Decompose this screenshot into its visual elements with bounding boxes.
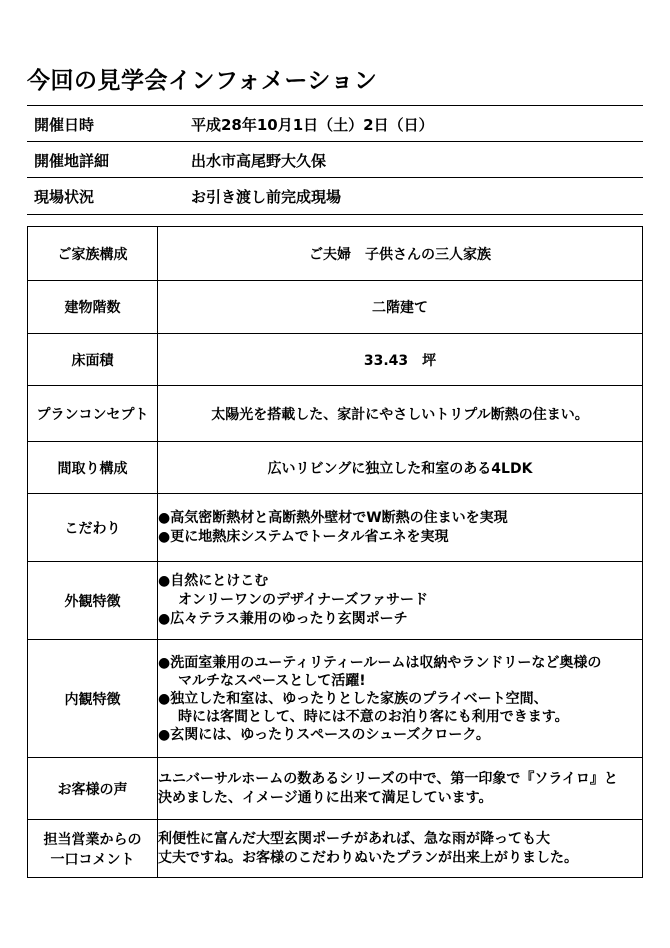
commitment-line: ●更に地熱床システムでトータル省エネを実現 [158,528,449,545]
row-family [28,227,643,281]
exterior-line: ●広々テラス兼用のゆったり玄関ポーチ [158,611,408,627]
area-value: 33.43 坪 [158,334,643,386]
info-label-date: 開催日時 [34,116,95,134]
exterior-label: 外観特徴 [28,562,158,640]
comment-value [158,820,643,878]
exterior-value [158,562,643,640]
row-comment [28,820,643,878]
row-interior [28,640,643,758]
interior-line: ●洗面室兼用のユーティリティールームは収納やランドリーなど奥様の [158,654,602,671]
info-value-status: お引き渡し前完成現場 [191,188,342,206]
voice-value [158,758,643,820]
commitment-line: ●高気密断熱材と高断熱外壁材でW断熱の住まいを実現 [158,509,508,526]
interior-line: ●独立した和室は、ゆったりとした家族のプライベート空間、 [158,690,548,707]
exterior-line: ●自然にとけこむ [158,573,269,589]
floors-value: 二階建て [158,281,643,334]
concept-label: プランコンセプト [28,386,158,442]
voice-label: お客様の声 [28,758,158,820]
info-row-status [27,177,643,215]
row-exterior [28,562,643,640]
comment-line: 丈夫ですね。お客様のこだわりぬいたプランが出来上がりました。 [158,849,578,866]
commitment-label: こだわり [28,494,158,562]
comment-label-line: 一口コメント [50,851,135,868]
info-label-location: 開催地詳細 [34,152,110,170]
area-label: 床面積 [28,334,158,386]
info-label-status: 現場状況 [34,188,95,206]
floors-label: 建物階数 [28,281,158,334]
page-title: 今回の見学会インフォメーション [27,68,378,94]
interior-line: マルチなスペースとして活躍! [178,672,366,689]
layout-value: 広いリビングに独立した和室のある4LDK [158,442,643,494]
row-concept [28,386,643,442]
info-row-location [27,141,643,178]
family-value: ご夫婦 子供さんの三人家族 [158,227,643,281]
row-voice [28,758,643,820]
comment-line: 利便性に富んだ大型玄関ポーチがあれば、急な雨が降っても大 [158,830,550,847]
info-value-date: 平成28年10月1日（土）2日（日） [191,116,434,134]
row-area [28,334,643,386]
concept-value: 太陽光を搭載した、家計にやさしいトリプル断熱の住まい。 [158,386,643,442]
family-label: ご家族構成 [28,227,158,281]
row-floors [28,281,643,334]
comment-label [28,820,158,878]
commitment-value [158,494,643,562]
interior-line: ●玄関には、ゆったりスペースのシューズクローク。 [158,726,490,743]
voice-line: 決めました、イメージ通りに出来て満足しています。 [158,789,493,806]
info-value-location: 出水市高尾野大久保 [191,152,327,170]
row-layout [28,442,643,494]
info-row-date [27,105,643,142]
layout-label: 間取り構成 [28,442,158,494]
voice-line: ユニバーサルホームの数あるシリーズの中で、第一印象で『ソライロ』と [158,770,618,787]
exterior-line: オンリーワンのデザイナーズファサード [178,592,429,608]
interior-value [158,640,643,758]
comment-label-line: 担当営業からの [43,831,142,848]
interior-line: 時には客間として、時には不意のお泊り客にも利用できます。 [178,708,569,725]
details-table [27,226,643,878]
row-commitment [28,494,643,562]
interior-label: 内観特徴 [28,640,158,758]
